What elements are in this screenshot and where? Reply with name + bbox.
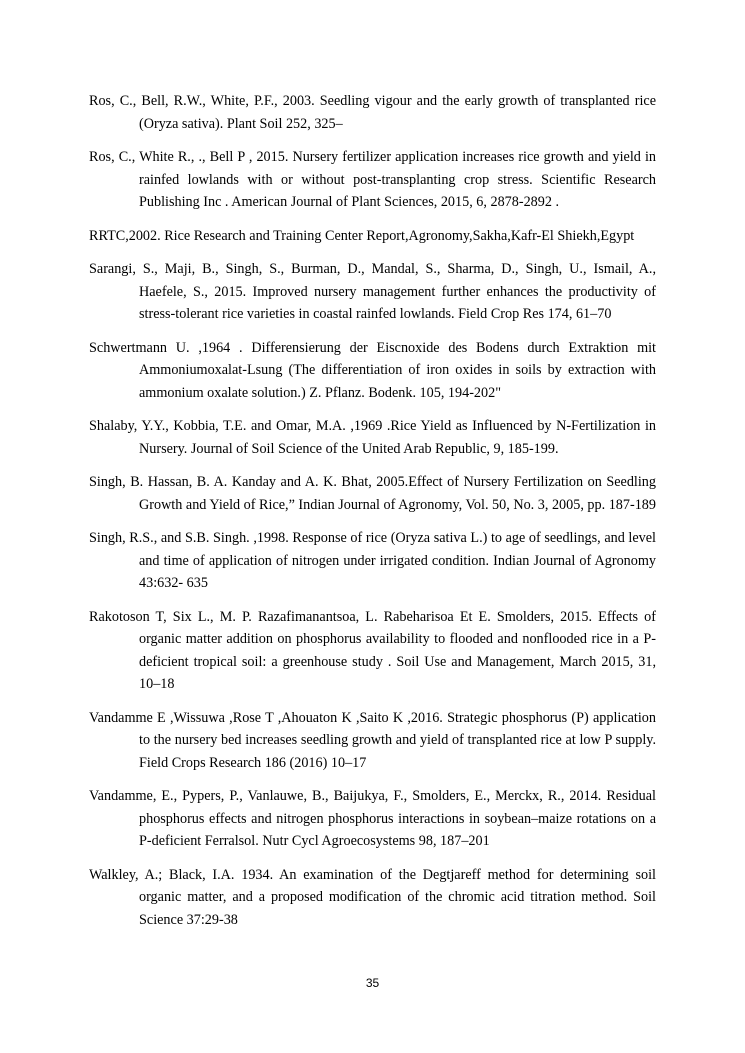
reference-entry: Vandamme, E., Pypers, P., Vanlauwe, B., Baijukya, F., Smolders, E., Merckx, R., 2014. Residual phosphorus effects and nitrogen phosphorus interactions in soybean–maize rotations on a P-deficient Ferralsol. Nutr Cycl Agroecosystems 98, 187–201 bbox=[89, 788, 656, 849]
reference-entry: Ros, C., Bell, R.W., White, P.F., 2003. Seedling vigour and the early growth of transplanted rice (Oryza sativa). Plant Soil 252, 325– bbox=[89, 93, 656, 132]
page-number: 35 bbox=[365, 976, 380, 990]
reference-entry: Rakotoson T, Six L., M. P. Razafimanantsoa, L. Rabeharisoa Et E. Smolders, 2015. Effects of organic matter addition on phosphorus availability to flooded and nonflooded rice in a P-deficient tropical soil: a greenhouse study . Soil Use and Management, March 2015, 31, 10–18 bbox=[89, 608, 656, 692]
reference-entry: Singh, R.S., and S.B. Singh. ,1998. Response of rice (Oryza sativa L.) to age of seedlings, and level and time of application of nitrogen under irrigated condition. Indian Journal of Agronomy 43:632- 635 bbox=[89, 530, 656, 591]
reference-entry: Schwertmann U. ,1964 . Differensierung der Eiscnoxide des Bodens durch Extraktion mit Ammoniumoxalat-Lsung (The differentiation of iron oxides in soils by extraction with ammonium oxalate solution.) Z. Pflanz. Bodenk. 105, 194-202" bbox=[89, 339, 656, 401]
reference-entry: Singh, B. Hassan, B. A. Kanday and A. K. Bhat, 2005.Effect of Nursery Fertilization on Seedling Growth and Yield of Rice,” Indian Journal of Agronomy, Vol. 50, No. 3, 2005, pp. 187-189 bbox=[89, 474, 656, 513]
reference-entry: Shalaby, Y.Y., Kobbia, T.E. and Omar, M.A. ,1969 .Rice Yield as Influenced by N-Fertilization in Nursery. Journal of Soil Science of the United Arab Republic, 9, 185-199. bbox=[89, 418, 656, 457]
reference-entry: RRTC,2002. Rice Research and Training Center Report,Agronomy,Sakha,Kafr-El Shiekh,Egypt bbox=[89, 227, 635, 244]
reference-list bbox=[89, 90, 656, 931]
reference-entry: Vandamme E ,Wissuwa ,Rose T ,Ahouaton K ,Saito K ,2016. Strategic phosphorus (P) application to the nursery bed increases seedling growth and yield of transplanted rice at low P supply. Field Crops Research 186 (2016) 10–17 bbox=[89, 709, 656, 771]
reference-entry: Ros, C., White R., ., Bell P , 2015. Nursery fertilizer application increases rice growth and yield in rainfed lowlands with or without post-transplanting crop stress. Scientific Research Publishing Inc . American Journal of Plant Sciences, 2015, 6, 2878-2892 . bbox=[89, 149, 656, 210]
reference-entry: Sarangi, S., Maji, B., Singh, S., Burman, D., Mandal, S., Sharma, D., Singh, U., Ismail, A., Haefele, S., 2015. Improved nursery management further enhances the productivity of stress-tolerant rice varieties in coastal rainfed lowlands. Field Crop Res 174, 61–70 bbox=[89, 261, 656, 322]
reference-entry: Walkley, A.; Black, I.A. 1934. An examination of the Degtjareff method for determining soil organic matter, and a proposed modification of the chromic acid titration method. Soil Science 37:29-38 bbox=[89, 866, 656, 928]
